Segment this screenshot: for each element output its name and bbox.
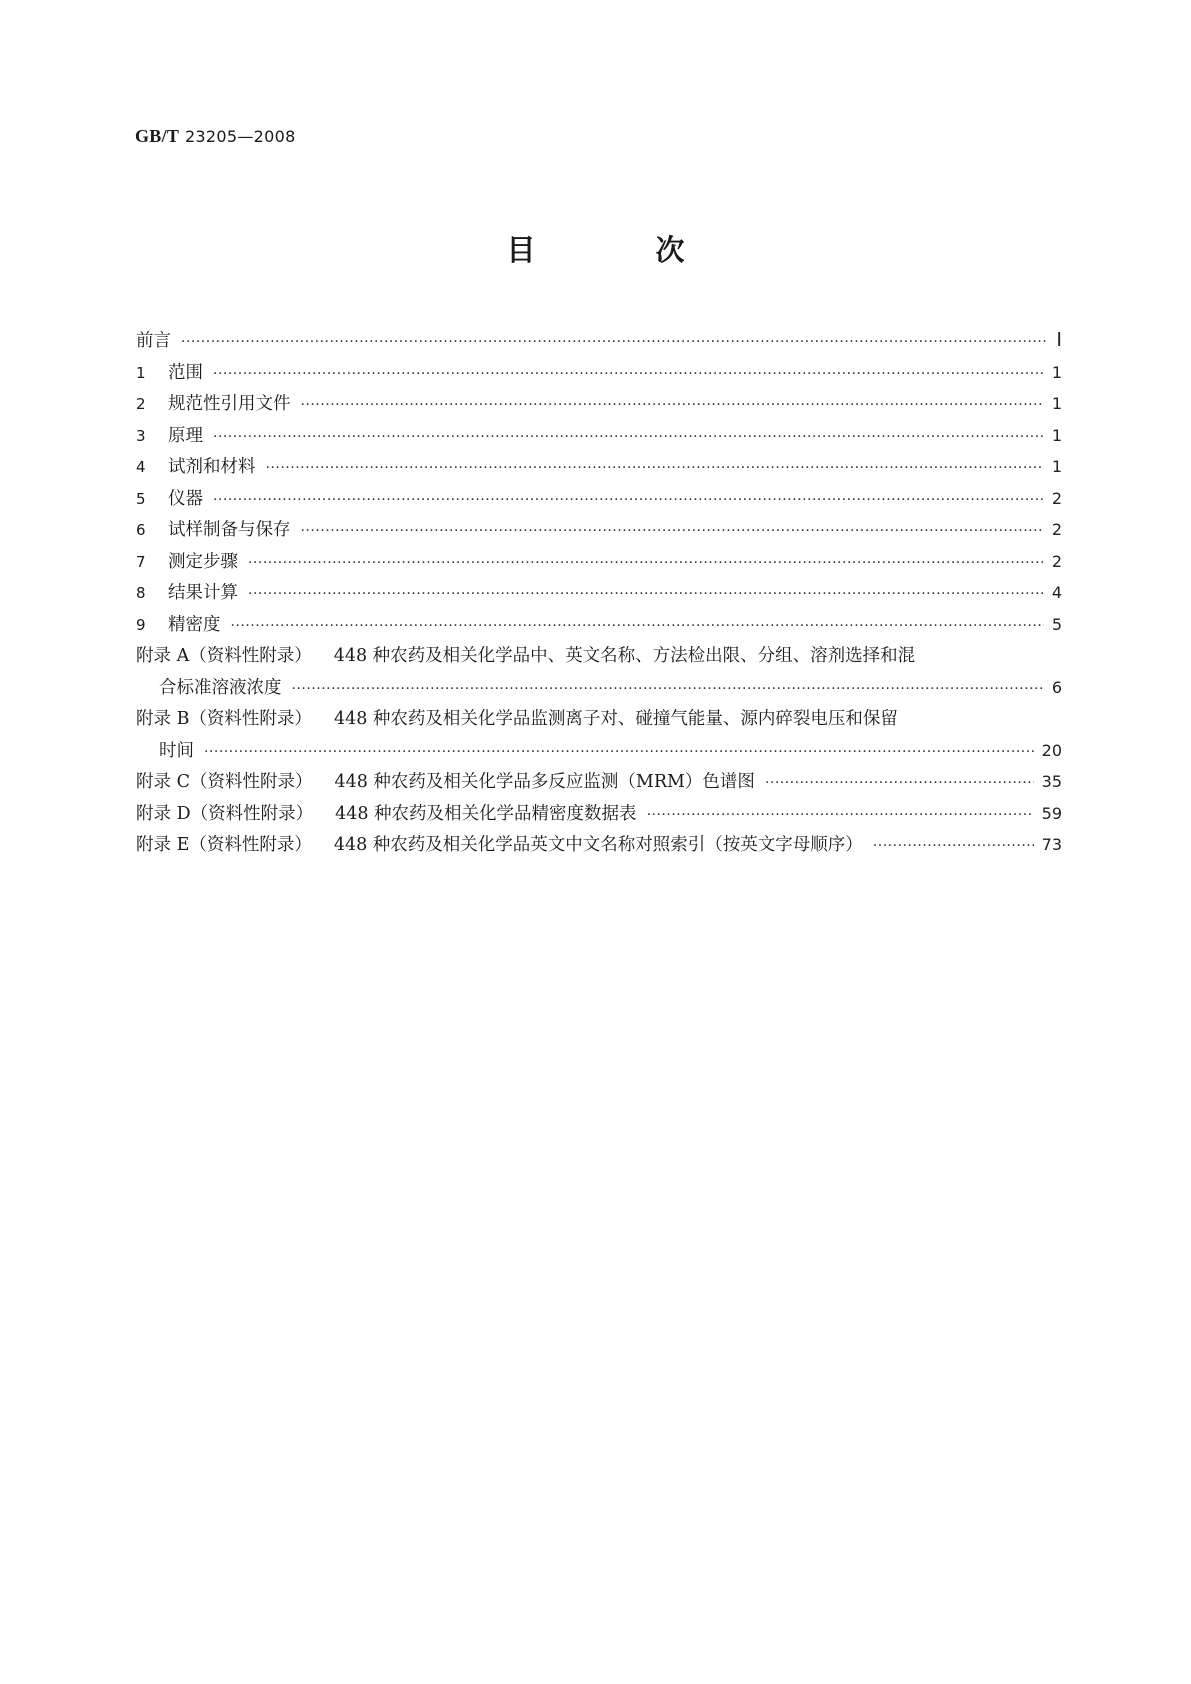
toc-appendix-a-cont[interactable] (136, 674, 1062, 706)
toc-leader-dots (301, 523, 1044, 539)
toc-appendix-c[interactable] (136, 768, 1062, 800)
toc-entry-1[interactable] (136, 359, 1062, 391)
toc-appendix-b-cont[interactable] (136, 737, 1062, 769)
appendix-title-line1: 448 种农药及相关化学品多反应监测（MRM）色谱图 (334, 772, 755, 792)
toc-entry-page: 2 (1051, 488, 1062, 508)
toc-entry-label: 试剂和材料 (168, 457, 256, 477)
appendix-title-line2: 时间 (159, 740, 194, 761)
toc-entry-page: 2 (1051, 551, 1062, 571)
toc-leader-dots (292, 681, 1044, 697)
toc-entry-label: 范围 (168, 362, 203, 383)
toc-appendix-e[interactable] (136, 831, 1062, 863)
appendix-title-line1: 448 种农药及相关化学品中、英文名称、方法检出限、分组、溶剂选择和混 (333, 646, 916, 666)
toc-entry-number: 9 (136, 615, 146, 634)
toc-entry-page: 5 (1051, 614, 1062, 634)
toc-entry-page: 20 (1041, 740, 1062, 760)
toc-entry-label: 试样制备与保存 (168, 520, 291, 540)
toc-entry-page: 1 (1051, 394, 1062, 413)
toc-entry-4[interactable] (136, 453, 1062, 485)
appendix-title-line1: 448 种农药及相关化学品监测离子对、碰撞气能量、源内碎裂电压和保留 (333, 709, 898, 729)
toc-appendix-a[interactable] (136, 642, 1062, 674)
toc-entry-page: 1 (1051, 457, 1062, 476)
toc-entry-page: 73 (1041, 835, 1062, 854)
standard-code-header (135, 126, 296, 147)
toc-leader-dots (231, 618, 1044, 634)
toc-leader-dots (213, 492, 1044, 508)
toc-entry-number: 5 (136, 489, 146, 508)
toc-leader-dots (213, 429, 1044, 445)
toc-entry-page: 1 (1051, 362, 1062, 382)
toc-entry-7[interactable] (136, 548, 1062, 580)
toc-appendix-d[interactable] (136, 800, 1062, 832)
toc-leader-dots (301, 397, 1044, 413)
toc-entry-3[interactable] (136, 422, 1062, 454)
toc-entry-label: 前言 (136, 331, 171, 351)
toc-entry-number: 3 (136, 426, 146, 445)
toc-leader-dots (204, 744, 1034, 760)
toc-entry-page: 35 (1041, 772, 1062, 791)
toc-entry-number: 2 (136, 395, 146, 413)
appendix-prefix: 附录 A（资料性附录） (136, 646, 312, 666)
toc-entry-9[interactable] (136, 611, 1062, 643)
appendix-prefix: 附录 D（资料性附录） (136, 803, 314, 824)
toc-title: 目 次 (506, 233, 740, 267)
toc-entry-label: 测定步骤 (168, 551, 238, 572)
toc-leader-dots (181, 334, 1048, 350)
toc-entry-page: 4 (1051, 583, 1062, 602)
toc-leader-dots (248, 586, 1044, 602)
toc-entry-8[interactable] (136, 579, 1062, 611)
toc-leader-dots (248, 555, 1044, 571)
toc-entry-6[interactable] (136, 516, 1062, 548)
toc-entry-number: 1 (136, 363, 146, 382)
standard-code: GB/T (135, 126, 180, 146)
toc-entry-foreword[interactable] (136, 327, 1062, 359)
toc-appendix-b[interactable] (136, 705, 1062, 737)
toc-entry-label: 原理 (168, 425, 203, 446)
toc-entry-number: 6 (136, 521, 146, 539)
appendix-title-line2: 合标准溶液浓度 (159, 677, 282, 698)
table-of-contents (136, 327, 1062, 863)
toc-leader-dots (647, 807, 1034, 823)
toc-entry-label: 结果计算 (168, 583, 238, 603)
appendix-prefix: 附录 E（资料性附录） (136, 835, 312, 855)
toc-entry-2[interactable] (136, 390, 1062, 422)
appendix-title-line1: 448 种农药及相关化学品精密度数据表 (335, 803, 637, 824)
toc-entry-page: 6 (1051, 677, 1062, 697)
standard-number: 23205—2008 (184, 127, 296, 146)
toc-leader-dots (765, 775, 1034, 791)
toc-entry-page: 1 (1051, 425, 1062, 445)
toc-entry-number: 8 (136, 584, 146, 602)
toc-entry-number: 7 (136, 552, 146, 571)
toc-entry-page: Ⅰ (1056, 330, 1062, 351)
toc-leader-dots (873, 838, 1034, 854)
toc-leader-dots (213, 366, 1044, 382)
appendix-prefix: 附录 C（资料性附录） (136, 772, 313, 792)
toc-entry-5[interactable] (136, 485, 1062, 517)
toc-entry-label: 规范性引用文件 (168, 394, 291, 414)
toc-entry-number: 4 (136, 458, 146, 476)
toc-entry-page: 2 (1051, 520, 1062, 539)
toc-leader-dots (266, 460, 1044, 476)
appendix-prefix: 附录 B（资料性附录） (136, 709, 312, 729)
appendix-title-line1: 448 种农药及相关化学品英文中文名称对照索引（按英文字母顺序） (333, 835, 863, 855)
toc-entry-label: 精密度 (168, 614, 221, 635)
toc-entry-label: 仪器 (168, 488, 203, 509)
toc-entry-page: 59 (1041, 803, 1062, 823)
